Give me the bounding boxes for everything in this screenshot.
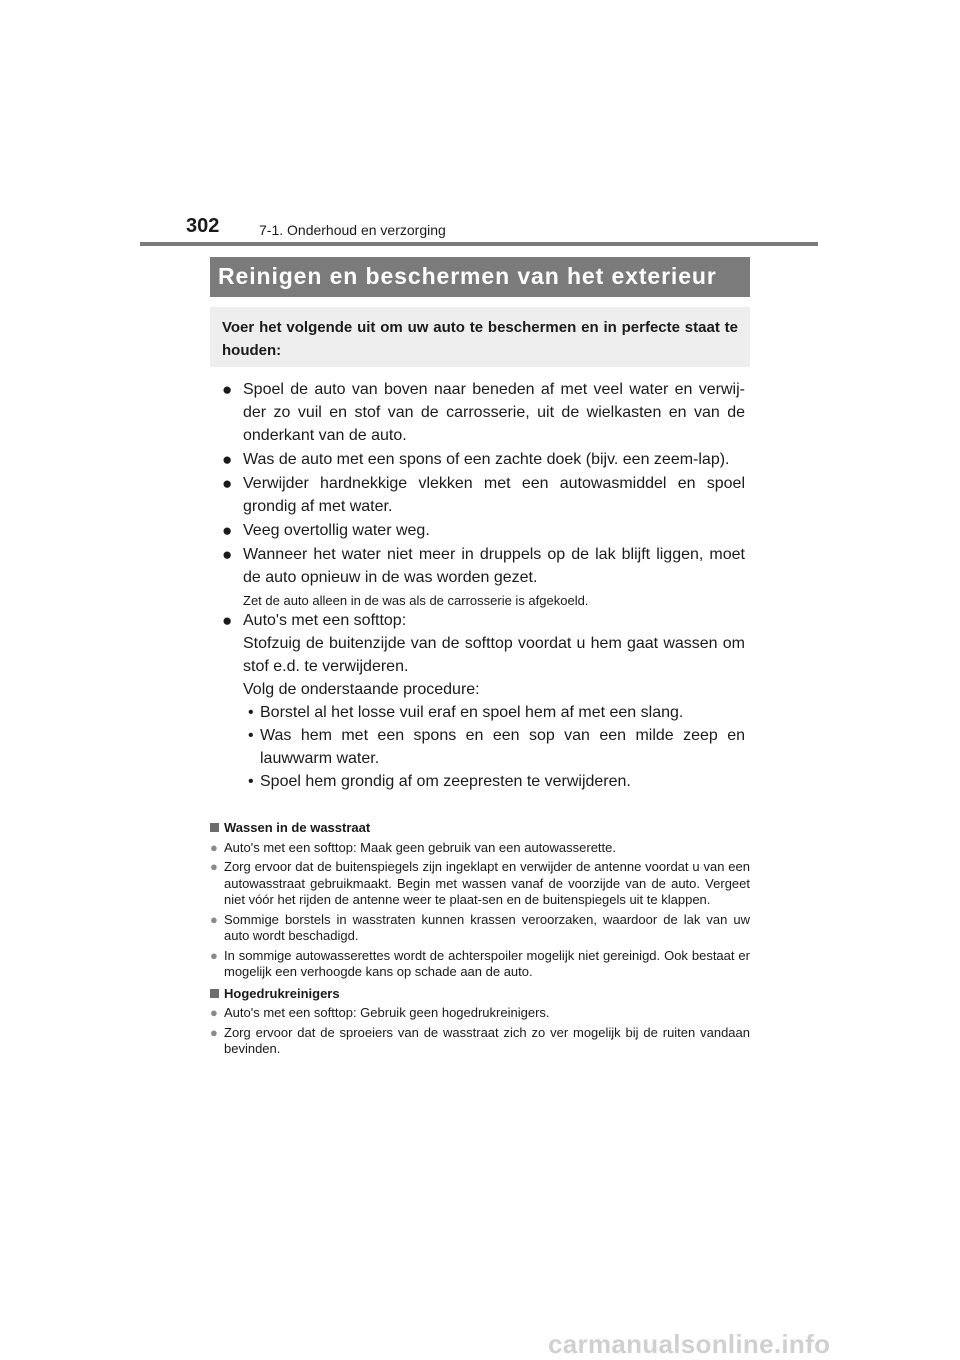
list-item — [222, 472, 745, 518]
list-item-softtop — [222, 609, 745, 793]
list-item-text: Veeg overtollig water weg. — [243, 522, 430, 539]
note-item — [210, 1025, 750, 1058]
bullet-icon: ● — [222, 450, 233, 469]
list-item-text: Was de auto met een spons of een zachte doek (bijv. een zeem-lap). — [243, 451, 730, 468]
note-item — [210, 840, 750, 857]
bullet-icon: ● — [210, 1005, 218, 1020]
list-item — [222, 519, 745, 542]
list-item-text: Verwijder hardnekkige vlekken met een autowasmiddel en spoel grondig af met water. — [243, 475, 745, 515]
bullet-icon: ● — [222, 380, 233, 399]
main-instructions — [222, 378, 745, 794]
bullet-icon: ● — [210, 911, 218, 927]
step-bullet-icon: • — [248, 704, 254, 721]
bullet-icon: ● — [210, 859, 218, 874]
square-bullet-icon — [210, 989, 219, 998]
note-item-text: Zorg ervoor dat de sproeiers van de wasstraat zich zo ver mogelijk bij de ruiten vandaan bevinden. — [224, 1024, 750, 1056]
bullet-icon: ● — [210, 1024, 218, 1040]
bullet-icon: ● — [222, 611, 233, 630]
step-bullet-icon: • — [248, 773, 254, 790]
note-item — [210, 859, 750, 909]
note-item-text: Zorg ervoor dat de buitenspiegels zijn ingeklapt en verwijder de antenne voordat u van een autowasstraat gebruikmaakt. Begin met wassen vanaf de voorzijde van de auto. Vergeet niet vóór het rijden de antenne weer te plaat-sen en de buitenspiegels uit te klappen. — [224, 859, 750, 907]
note-heading-pressure-washers — [210, 986, 750, 1003]
procedure-step-text: Was hem met een spons en een sop van een milde zeep en lauwwarm water. — [260, 727, 745, 767]
intro-text: Voer het volgende uit om uw auto te beschermen en in perfecte staat te houden: — [222, 319, 738, 359]
note-item — [210, 912, 750, 945]
softtop-text: Stofzuig de buitenzijde van de softtop voordat u hem gaat wassen om stof e.d. te verwijderen. — [243, 635, 745, 675]
note-item-text: Auto's met een softtop: Maak geen gebruik van een autowasserette. — [224, 839, 616, 855]
note-item-text: Auto's met een softtop: Gebruik geen hogedrukreinigers. — [224, 1005, 550, 1020]
list-item-text: Spoel de auto van boven naar beneden af met veel water en verwij-der zo vuil en stof van de carrosserie, uit de wielkasten en van de onderkant van de auto. — [243, 381, 745, 444]
procedure-step-text: Spoel hem grondig af om zeepresten te verwijderen. — [260, 773, 631, 790]
intro-box — [210, 307, 750, 367]
note-item-text: In sommige autowasserettes wordt de achterspoiler mogelijk niet gereinigd. Ook bestaat er mogelijk een verhoogde kans op schade aan de auto. — [224, 947, 750, 979]
procedure-step — [243, 701, 745, 724]
page-number: 302 — [186, 215, 220, 237]
bullet-icon: ● — [210, 839, 218, 855]
header-rule — [140, 242, 818, 246]
list-item-text: Wanneer het water niet meer in druppels op de lak blijft liggen, moet de auto opnieuw in de was worden gezet. — [243, 546, 745, 586]
note-heading-car-wash — [210, 820, 750, 837]
notes-section — [210, 820, 750, 1061]
section-reference: 7-1. Onderhoud en verzorging — [259, 222, 446, 238]
note-heading-text: Wassen in de wasstraat — [224, 820, 371, 835]
bullet-icon: ● — [210, 947, 218, 963]
list-item — [222, 448, 745, 471]
bullet-icon: ● — [222, 474, 233, 493]
note-heading-text: Hogedrukreinigers — [224, 985, 340, 1001]
softtop-heading: Auto's met een softtop: — [243, 612, 407, 629]
step-bullet-icon: • — [248, 727, 254, 744]
section-title: Reinigen en beschermen van het exterieur — [210, 257, 750, 297]
softtop-procedure-label: Volg de onderstaande procedure: — [243, 681, 480, 698]
procedure-step-text: Borstel al het losse vuil eraf en spoel hem af met een slang. — [260, 704, 684, 721]
procedure-step — [243, 724, 745, 770]
note-item — [210, 948, 750, 981]
list-item — [222, 543, 745, 589]
note-item — [210, 1005, 750, 1022]
square-bullet-icon — [210, 823, 219, 832]
note-item-text: Sommige borstels in wasstraten kunnen krassen veroorzaken, waardoor de lak van uw auto wordt beschadigd. — [224, 911, 750, 943]
bullet-icon: ● — [222, 521, 233, 540]
watermark-text: carmanualsonline.info — [548, 1329, 831, 1359]
bullet-note: Zet de auto alleen in de was als de carrosserie is afgekoeld. — [243, 593, 589, 608]
procedure-step — [243, 770, 745, 793]
bullet-icon: ● — [222, 545, 233, 564]
list-item — [222, 378, 745, 447]
